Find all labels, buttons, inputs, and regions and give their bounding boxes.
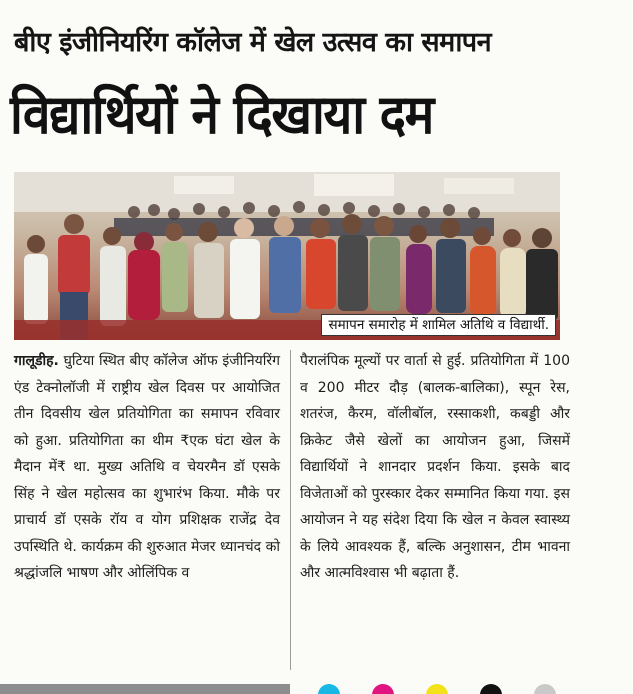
column-divider [290,350,291,670]
article-body-left-text: घुटिया स्थित बीए कॉलेज ऑफ इंजीनियरिंग एंड टेक्नोलॉजी में राष्ट्रीय खेल दिवस पर आयोजित तीन दिवसीय खेल प्रतियोगिता का समापन रविवार को हुआ. प्रतियोगिता का थीम ₹एक घंटा खेल के मैदान में₹ था. मुख्य अतिथि व चेयरमैन डॉ एसके सिंह ने खेल महोत्सव का शुभारंभ किया. मौके पर प्राचार्य डॉ एसके रॉय व योग प्रशिक्षक राजेंद्र देव उपस्थिति थे. कार्यक्रम की शुरुआत मेजर ध्यानचंद को श्रद्धांजलि भाषण और ओलिंपिक व [14,353,281,581]
article-kicker: बीए इंजीनियरिंग कॉलेज में खेल उत्सव का समापन [14,27,492,58]
article-dateline: गालूडीह. [14,353,59,369]
article-body-left-column [14,348,280,587]
registration-mark-cyan [318,684,340,694]
article-headline: विद्यार्थियों ने दिखाया दम [10,83,433,146]
article-body-right-column [300,348,570,587]
group-photo [14,172,560,340]
article-body-right-text: पैरालंपिक मूल्यों पर वार्ता से हुई. प्रतियोगिता में 100 व 200 मीटर दौड़ (बालक-बालिका), स्पून रेस, शतरंज, कैरम, वॉलीबॉल, रस्साकशी, कबड्डी और क्रिकेट जैसे खेलों का आयोजन हुआ, जिसमें विद्यार्थियों ने शानदार प्रदर्शन किया. इसके बाद विजेताओं को पुरस्कार देकर सम्मानित किया गया. इस आयोजन ने यह संदेश दिया कि खेल न केवल स्वास्थ्य के लिये आवश्यक हैं, बल्कि अनुशासन, टीम भावना और आत्मविश्वास भी बढ़ाता हैं. [300,353,570,581]
article-body-left-paragraph [14,348,280,587]
photo-caption: समापन समारोह में शामिल अतिथि व विद्यार्थी. [321,314,556,336]
bottom-image-edge [0,684,290,694]
registration-mark-magenta [372,684,394,694]
registration-mark-black [480,684,502,694]
registration-mark-yellow [426,684,448,694]
registration-mark-grey [534,684,556,694]
